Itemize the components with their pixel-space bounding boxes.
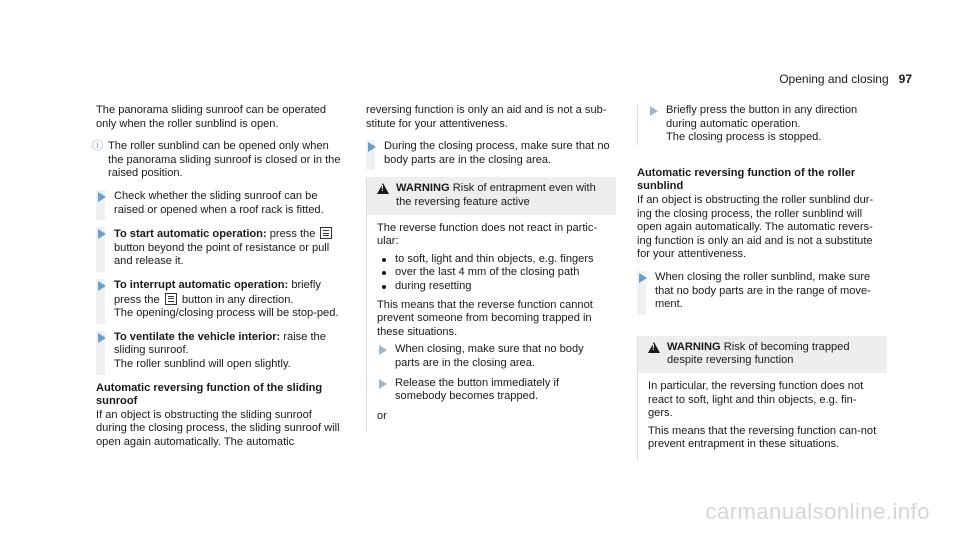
column-2	[366, 104, 616, 431]
step-arrow-icon	[98, 281, 106, 291]
page-header	[779, 72, 912, 86]
warning-label: WARNING	[396, 182, 450, 195]
warning-step-release	[377, 377, 608, 404]
sunroof-button-icon	[165, 293, 177, 305]
warning-label: WARNING	[667, 340, 721, 353]
warning-body	[638, 373, 887, 460]
step-text: briefly press the	[114, 278, 321, 306]
step-text: Release the button immediately if somebody becomes trapped.	[395, 376, 560, 403]
warning-body	[367, 215, 616, 432]
warning-title: Risk of becoming trapped despite reversing function	[667, 340, 850, 367]
step-check-roof-rack	[96, 190, 344, 217]
step-result: The roller sunblind will open slightly.	[114, 357, 291, 370]
step-arrow-icon	[650, 106, 658, 116]
step-body	[114, 331, 344, 372]
watermark: carmanualsonline.info	[705, 499, 930, 524]
step-closing-check	[366, 140, 616, 167]
section-heading: Automatic reversing function of the sliding sunroof	[96, 381, 323, 408]
section-title: Opening and closing	[779, 72, 889, 86]
list-item: during resetting	[391, 280, 608, 294]
warning-header	[367, 177, 616, 214]
step-arrow-icon	[98, 192, 106, 202]
step-bold: To ventilate the vehicle interior:	[114, 330, 281, 343]
warning-heading	[377, 182, 608, 209]
step-bold: To start automatic operation:	[114, 228, 267, 241]
continued-warning-box	[637, 104, 887, 145]
step-brief-press	[648, 104, 887, 145]
step-interrupt-automatic	[96, 279, 344, 321]
step-text: When closing the roller sunblind, make sure that no body parts are in the range of move-ment.	[655, 270, 871, 311]
step-ventilate	[96, 331, 344, 372]
warning-triangle-icon	[648, 342, 660, 353]
section-paragraph: If an object is obstructing the sliding sunroof during the closing process, the sliding sunroof will open again automatically. The automatic	[96, 408, 340, 448]
warning-title: Risk of entrapment even with the reversing feature active	[396, 182, 596, 208]
step-start-automatic	[96, 227, 344, 269]
section-paragraph: If an object is obstructing the roller sunblind dur-ing the closing process, the roller sunblind will open again automatically. The automatic revers-ing function is only an aid and is not a substitute for your attentiveness.	[637, 193, 874, 261]
step-body	[114, 279, 344, 321]
step-text: Briefly press the button in any direction during automatic operation.	[666, 104, 858, 130]
step-body	[114, 227, 344, 269]
step-result: The closing process is stopped.	[666, 131, 822, 144]
step-body	[666, 104, 887, 145]
step-arrow-icon	[368, 142, 376, 152]
warning-intro: The reverse function does not react in partic-ular:	[377, 221, 598, 248]
warning-box	[637, 336, 887, 460]
step-arrow-icon	[98, 229, 106, 239]
warning-step-closing	[377, 343, 608, 370]
warning-box	[366, 177, 616, 431]
info-icon: ⓘ	[92, 140, 103, 153]
step-text: During the closing process, make sure that no body parts are in the closing area.	[384, 140, 610, 166]
warning-paragraph: This means that the reversing function can-not prevent entrapment in these situations.	[648, 424, 877, 451]
note-text: The roller sunblind can be opened only when the panorama sliding sunroof is closed or in the raised position.	[108, 140, 341, 180]
column-3	[637, 104, 887, 460]
step-result: The opening/closing process will be stop-ped.	[114, 307, 339, 320]
warning-list	[377, 253, 608, 294]
step-text: button in any direction.	[181, 293, 294, 306]
step-arrow-icon	[379, 379, 387, 389]
warning-header	[638, 336, 887, 373]
step-text: press the	[269, 228, 316, 241]
intro-paragraph: The panorama sliding sunroof can be operated only when the roller sunblind is open.	[96, 104, 327, 130]
sunroof-button-icon	[320, 227, 332, 239]
page-number: 97	[898, 72, 912, 86]
warning-triangle-icon	[377, 183, 389, 194]
step-text: button beyond the point of resistance or pull and release it.	[114, 241, 330, 268]
step-arrow-icon	[639, 273, 647, 283]
continued-paragraph: reversing function is only an aid and is not a sub-stitute for your attentiveness.	[366, 104, 607, 130]
list-item: to soft, light and thin objects, e.g. fingers	[391, 253, 608, 267]
step-text: raise the sliding sunroof.	[114, 330, 326, 357]
step-arrow-icon	[379, 345, 387, 355]
column-1	[92, 104, 344, 458]
warning-paragraph: This means that the reverse function cannot prevent someone from becoming trapped in these situations.	[377, 298, 593, 338]
note	[92, 140, 344, 181]
list-item: over the last 4 mm of the closing path	[391, 266, 608, 280]
step-text: Check whether the sliding sunroof can be raised or opened when a roof rack is fitted.	[114, 189, 324, 216]
step-bold: To interrupt automatic operation:	[114, 278, 289, 291]
warning-heading	[648, 341, 879, 368]
or-text: or	[377, 409, 387, 422]
step-closing-sunblind	[637, 271, 887, 312]
step-arrow-icon	[98, 333, 106, 343]
warning-paragraph: In particular, the reversing function does not react to soft, light and thin objects, e.g. fin-gers.	[648, 379, 864, 420]
step-text: When closing, make sure that no body parts are in the closing area.	[395, 343, 584, 369]
section-heading: Automatic reversing function of the roller sunblind	[637, 166, 856, 193]
